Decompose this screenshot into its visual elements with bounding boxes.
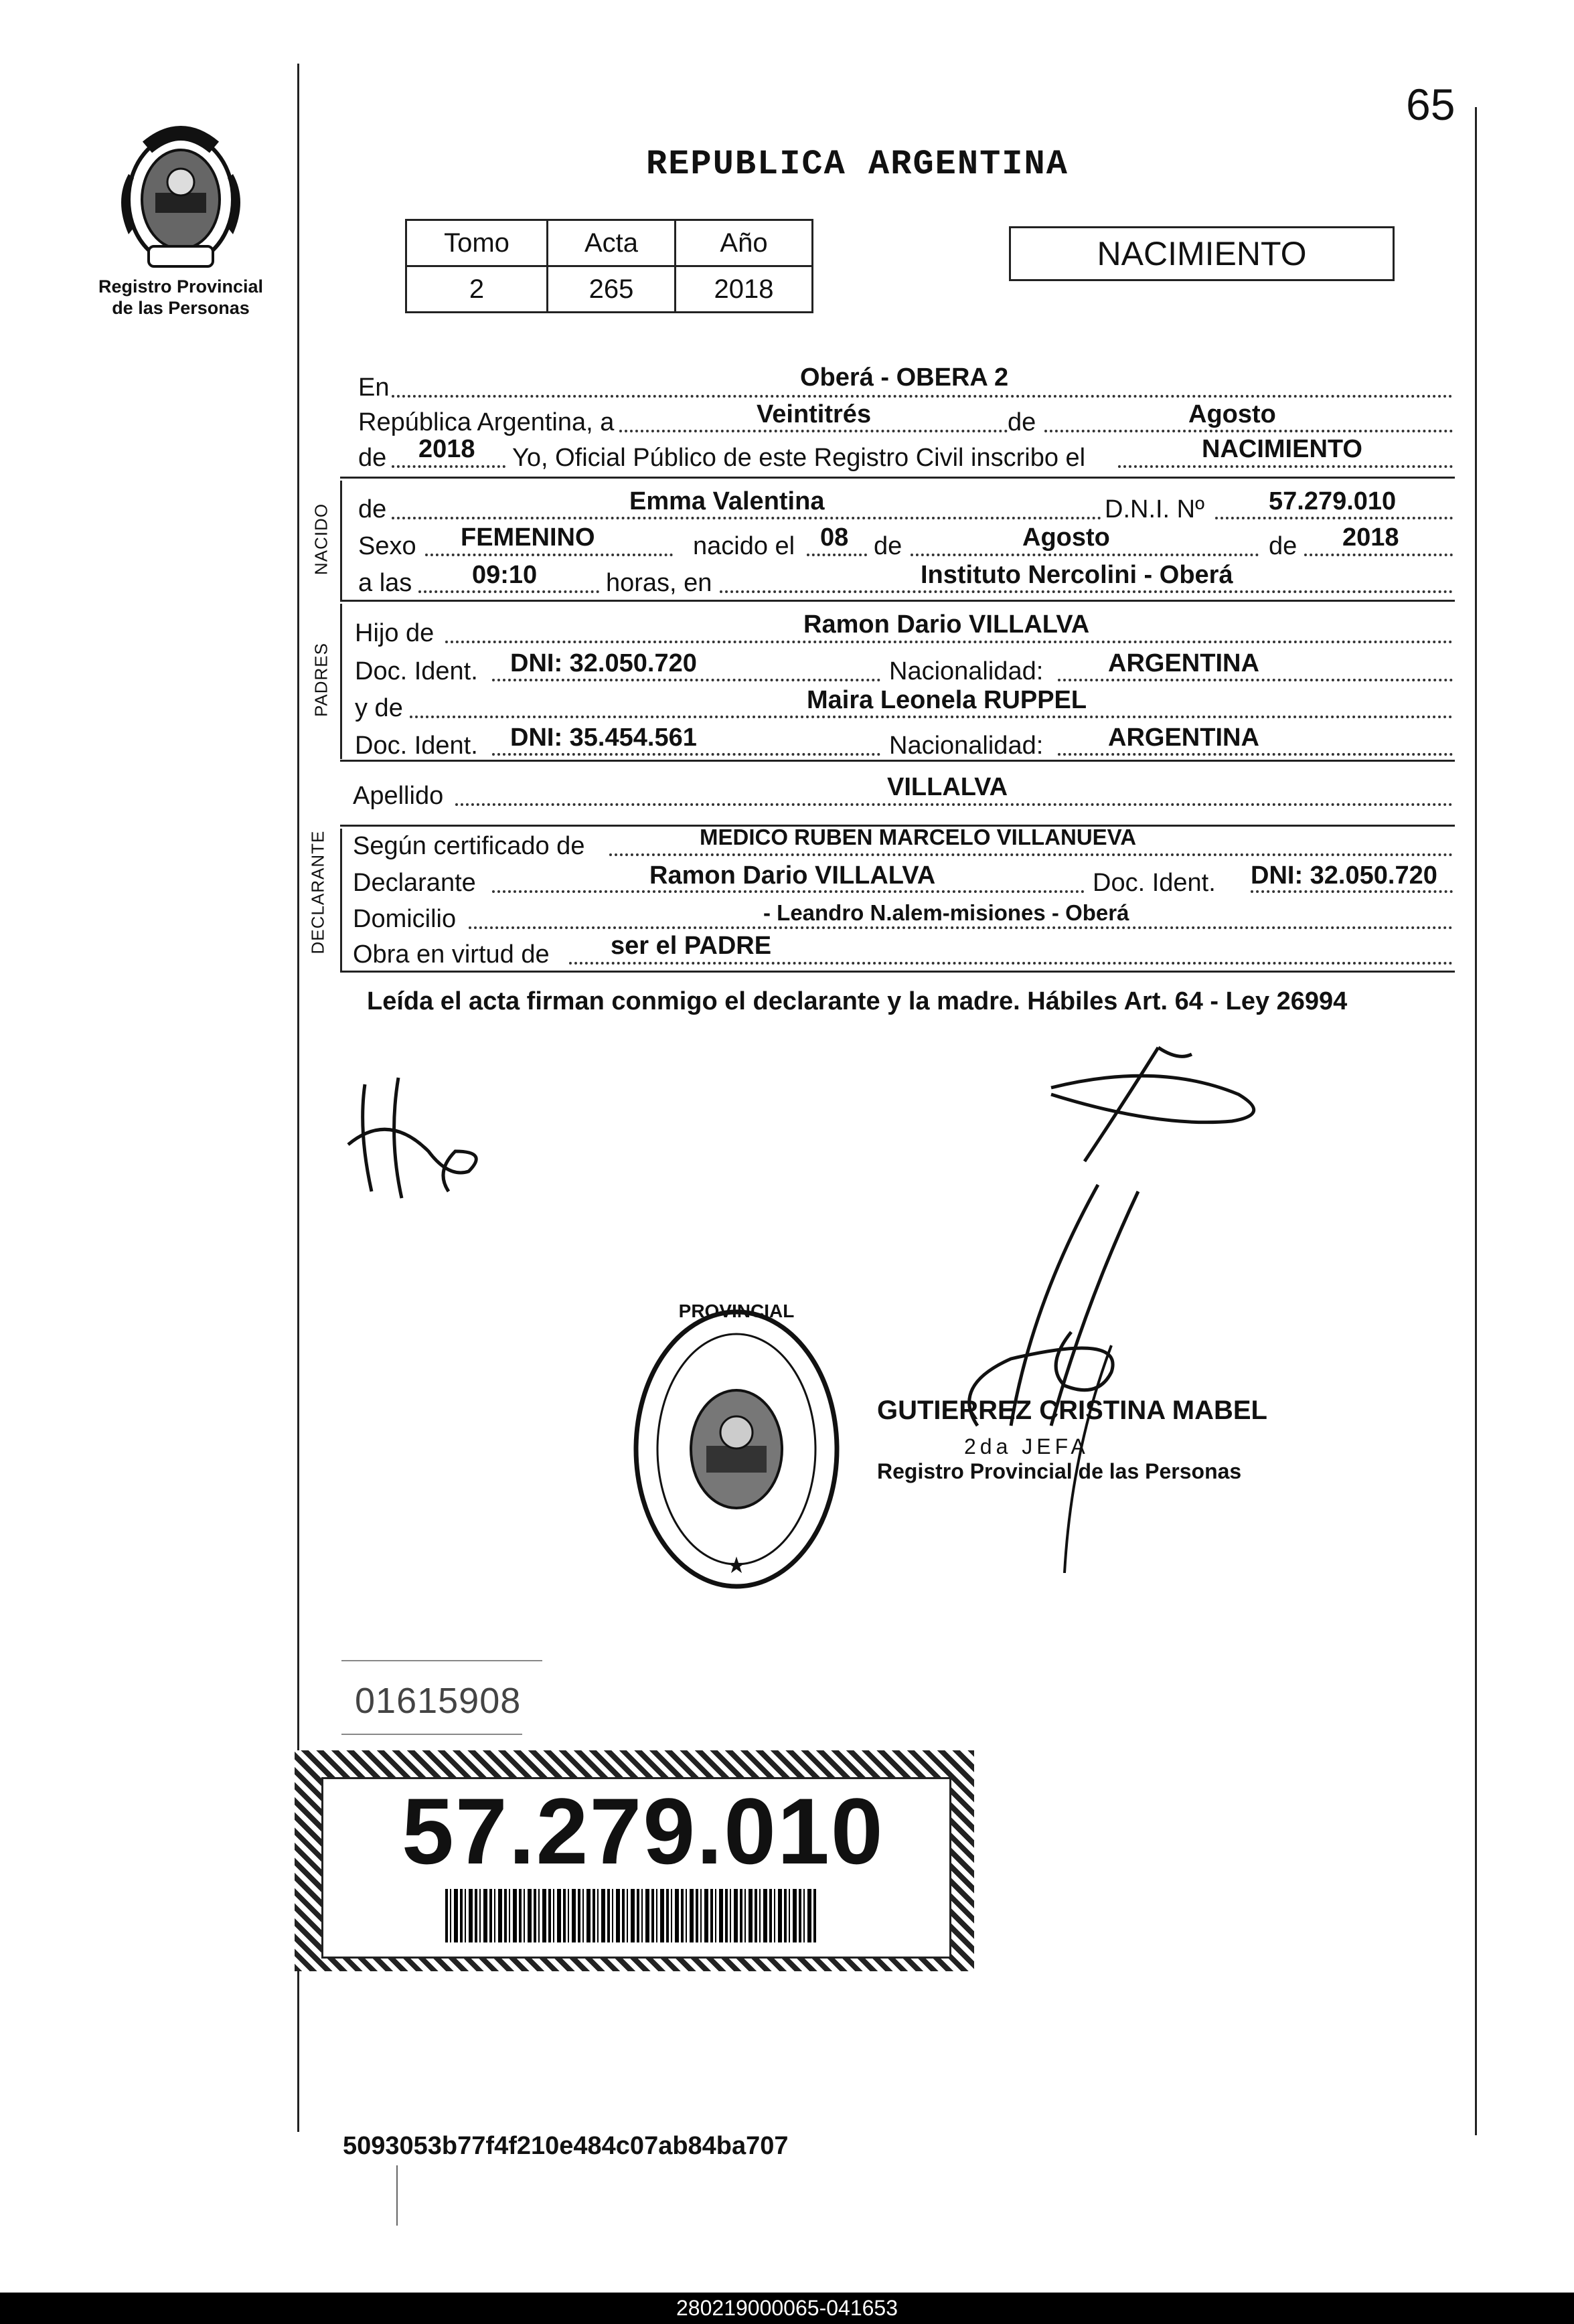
dotted-line bbox=[609, 853, 1453, 856]
mother-signature bbox=[1024, 1034, 1292, 1168]
nacido-de-label: de bbox=[358, 495, 387, 523]
dotted-line bbox=[469, 926, 1453, 929]
dotted-line bbox=[720, 590, 1453, 593]
dotted-line bbox=[392, 395, 1453, 398]
sexo-label: Sexo bbox=[358, 532, 416, 560]
dotted-line bbox=[1215, 517, 1453, 519]
section-rule bbox=[340, 600, 1455, 602]
birth-day-value: 08 bbox=[820, 523, 849, 552]
registry-header-acta: Acta bbox=[548, 220, 676, 266]
apellido-value: VILLALVA bbox=[887, 773, 1008, 801]
father-doc-label: Doc. Ident. bbox=[355, 657, 478, 685]
document-title: REPUBLICA ARGENTINA bbox=[646, 145, 1069, 184]
birth-de-label-2: de bbox=[1269, 532, 1297, 560]
delegation-seal bbox=[616, 1292, 857, 1613]
horas-label: horas, en bbox=[606, 569, 712, 597]
dotted-line bbox=[410, 716, 1453, 718]
hijo-de-label: Hijo de bbox=[355, 619, 435, 647]
obra-label: Obra en virtud de bbox=[353, 940, 550, 969]
section-rule bbox=[340, 760, 1455, 762]
dotted-line bbox=[1251, 890, 1453, 893]
declarante-bracket bbox=[340, 829, 342, 971]
month-value: Agosto bbox=[1188, 400, 1276, 428]
dotted-line bbox=[619, 430, 1008, 432]
mother-name-value: Maira Leonela RUPPEL bbox=[807, 686, 1087, 714]
a-las-label: a las bbox=[358, 569, 412, 597]
padres-side-label: PADRES bbox=[311, 643, 331, 717]
dotted-line bbox=[1058, 753, 1453, 756]
dni-label: D.N.I. Nº bbox=[1105, 495, 1204, 523]
dotted-line bbox=[1118, 465, 1453, 468]
en-label: En bbox=[358, 374, 390, 402]
registry-value-anio: 2018 bbox=[676, 266, 813, 313]
child-dni-value: 57.279.010 bbox=[1269, 487, 1397, 515]
official-organization: Registro Provincial de las Personas bbox=[877, 1459, 1242, 1483]
right-margin-line bbox=[1475, 107, 1477, 2135]
svg-text:★: ★ bbox=[726, 1553, 747, 1578]
province-seal-logo bbox=[107, 120, 254, 274]
mother-doc-value: DNI: 35.454.561 bbox=[510, 724, 697, 752]
declarante-side-label: DECLARANTE bbox=[307, 830, 328, 954]
nacido-bracket bbox=[340, 481, 342, 600]
day-value: Veintitrés bbox=[757, 400, 872, 428]
domicilio-value: - Leandro N.alem-misiones - Oberá bbox=[763, 900, 1129, 925]
logo-caption-line2: de las Personas bbox=[112, 298, 250, 318]
mother-nat-label: Nacionalidad: bbox=[889, 732, 1044, 760]
dotted-line bbox=[418, 590, 599, 593]
apellido-label: Apellido bbox=[353, 782, 444, 810]
de-year-label: de bbox=[358, 444, 387, 472]
page-number: 65 bbox=[1406, 80, 1455, 129]
birth-place-value: Instituto Nercolini - Oberá bbox=[921, 561, 1233, 589]
padres-bracket bbox=[340, 604, 342, 759]
birth-de-label: de bbox=[874, 532, 902, 560]
dotted-line bbox=[1044, 430, 1453, 432]
obra-value: ser el PADRE bbox=[611, 932, 772, 960]
serial-number: 01615908 bbox=[355, 1681, 522, 1721]
mother-nat-value: ARGENTINA bbox=[1108, 724, 1259, 752]
serial-rule bbox=[341, 1734, 522, 1735]
id-number: 57.279.010 bbox=[402, 1778, 884, 1884]
father-name-value: Ramon Dario VILLALVA bbox=[803, 610, 1090, 639]
de-label: de bbox=[1008, 408, 1036, 436]
record-value: NACIMIENTO bbox=[1202, 435, 1362, 463]
hash-tick bbox=[396, 2165, 398, 2226]
document-hash: 5093053b77f4f210e484c07ab84ba707 bbox=[343, 2132, 789, 2160]
official-name: GUTIERREZ CRISTINA MABEL bbox=[877, 1396, 1267, 1425]
dotted-line bbox=[492, 679, 880, 681]
bottom-code-bar: 280219000065-041653 bbox=[0, 2293, 1574, 2324]
official-role: 2da JEFA bbox=[964, 1434, 1089, 1459]
registry-header-row bbox=[406, 220, 813, 266]
section-rule bbox=[340, 477, 1455, 479]
year-value: 2018 bbox=[418, 435, 475, 463]
dotted-line bbox=[392, 465, 505, 468]
dotted-line bbox=[392, 517, 1101, 519]
father-doc-value: DNI: 32.050.720 bbox=[510, 649, 697, 677]
registry-table bbox=[405, 219, 813, 313]
section-rule bbox=[340, 971, 1455, 973]
birth-time-value: 09:10 bbox=[472, 561, 538, 589]
nacido-el-label: nacido el bbox=[693, 532, 795, 560]
registry-header-tomo: Tomo bbox=[406, 220, 548, 266]
logo-caption bbox=[80, 276, 281, 319]
official-signature bbox=[911, 1171, 1259, 1573]
serial-rule bbox=[341, 1660, 542, 1661]
child-name-value: Emma Valentina bbox=[629, 487, 825, 515]
declarant-signature bbox=[335, 1071, 495, 1205]
birth-year-value: 2018 bbox=[1342, 523, 1399, 552]
record-type-box: NACIMIENTO bbox=[1009, 226, 1395, 281]
place-value: Oberá - OBERA 2 bbox=[800, 363, 1009, 392]
sexo-value: FEMENINO bbox=[461, 523, 595, 552]
svg-text:PROVINCIAL: PROVINCIAL bbox=[678, 1301, 795, 1321]
dotted-line bbox=[455, 803, 1453, 806]
dotted-line bbox=[1058, 679, 1453, 681]
declarante-label: Declarante bbox=[353, 869, 476, 897]
barcode bbox=[445, 1889, 817, 1942]
registry-value-acta: 265 bbox=[548, 266, 676, 313]
dotted-line bbox=[1304, 554, 1453, 556]
father-nat-value: ARGENTINA bbox=[1108, 649, 1259, 677]
declarante-name-value: Ramon Dario VILLALVA bbox=[649, 861, 936, 890]
y-de-label: y de bbox=[355, 694, 403, 722]
dotted-line bbox=[425, 554, 673, 556]
closing-statement: Leída el acta firman conmigo el declarante y la madre. Hábiles Art. 64 - Ley 26994 bbox=[367, 987, 1348, 1015]
dotted-line bbox=[445, 641, 1453, 643]
logo-caption-line1: Registro Provincial bbox=[98, 276, 264, 297]
declarante-doc-value: DNI: 32.050.720 bbox=[1251, 861, 1437, 890]
registry-header-anio: Año bbox=[676, 220, 813, 266]
nacido-side-label: NACIDO bbox=[311, 503, 331, 576]
registry-value-tomo: 2 bbox=[406, 266, 548, 313]
declarante-doc-label: Doc. Ident. bbox=[1093, 869, 1216, 897]
dotted-line bbox=[807, 554, 867, 556]
mother-doc-label: Doc. Ident. bbox=[355, 732, 478, 760]
dotted-line bbox=[569, 962, 1453, 965]
certificado-label: Según certificado de bbox=[353, 832, 585, 860]
registry-value-row bbox=[406, 266, 813, 313]
father-nat-label: Nacionalidad: bbox=[889, 657, 1044, 685]
birth-month-value: Agosto bbox=[1022, 523, 1110, 552]
dotted-line bbox=[911, 554, 1259, 556]
domicilio-label: Domicilio bbox=[353, 905, 457, 933]
republica-label: República Argentina, a bbox=[358, 408, 615, 436]
dotted-line bbox=[492, 753, 880, 756]
certificado-value: MEDICO RUBEN MARCELO VILLANUEVA bbox=[700, 825, 1137, 849]
yo-text: Yo, Oficial Público de este Registro Civil inscribo el bbox=[512, 444, 1086, 472]
dotted-line bbox=[492, 890, 1085, 893]
